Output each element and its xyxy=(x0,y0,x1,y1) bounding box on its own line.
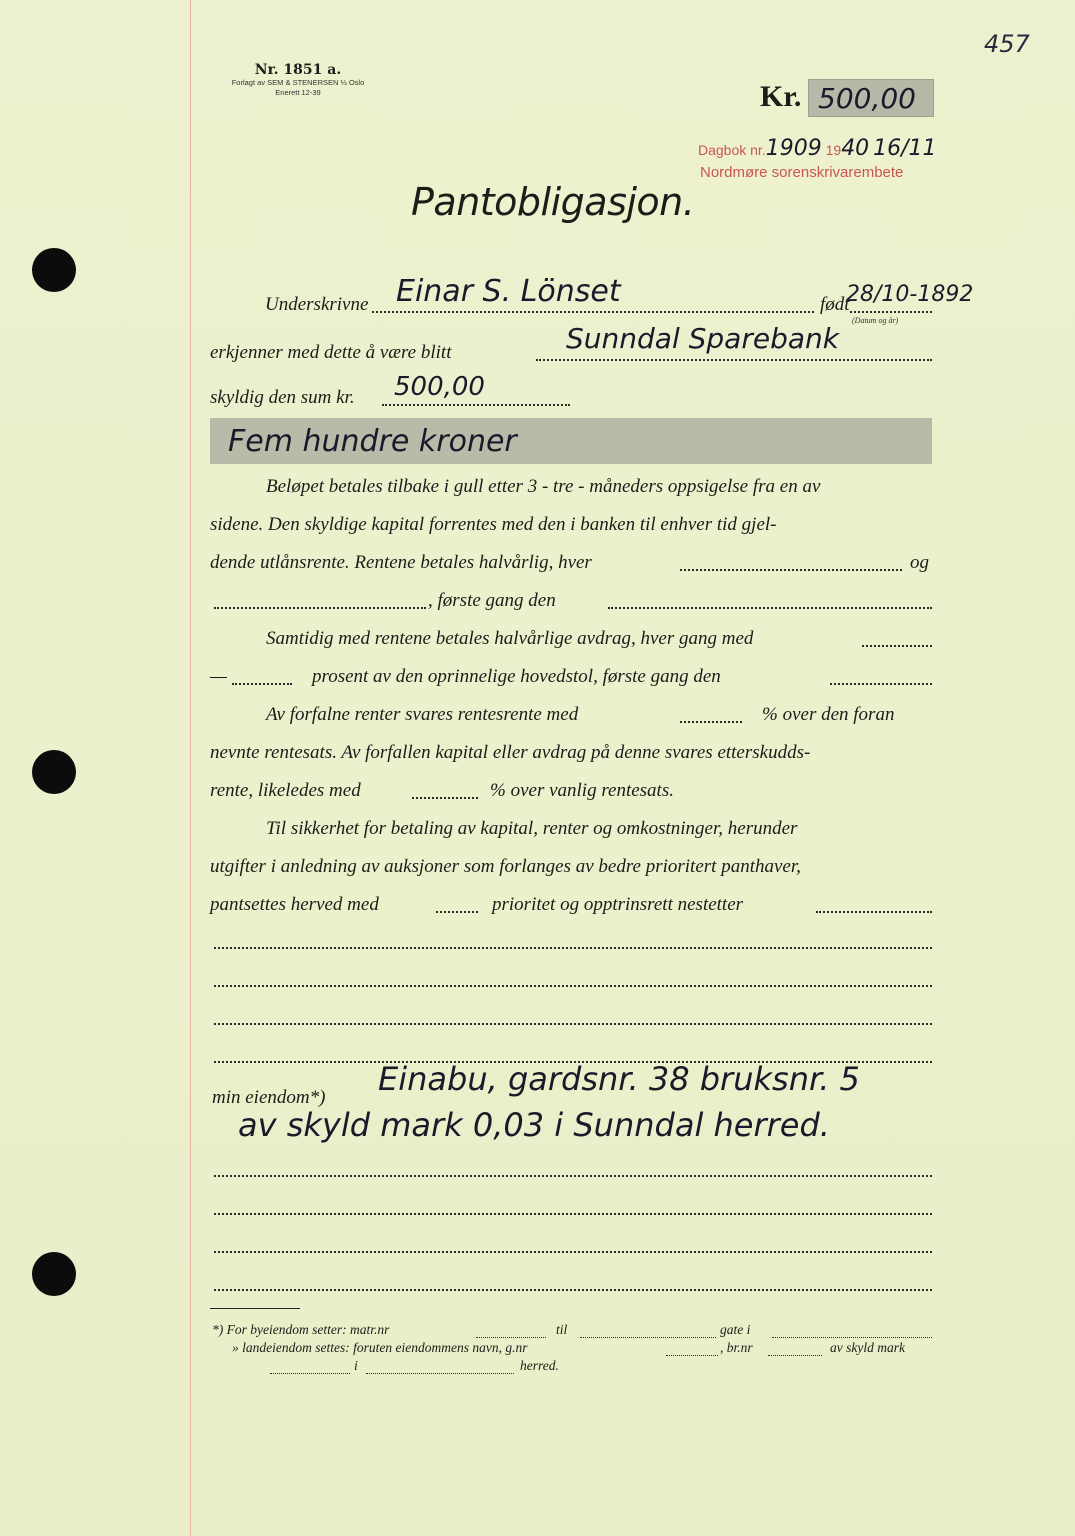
property-line: Einabu, gardsnr. 38 bruksnr. 5 xyxy=(378,1060,860,1098)
owing-label: skyldig den sum kr. xyxy=(210,387,355,408)
punch-hole xyxy=(32,248,76,292)
body-line: — xyxy=(210,666,227,687)
dotted-line xyxy=(214,1249,932,1253)
dotted-line xyxy=(476,1335,546,1338)
form-number: Nr. 1851 a. xyxy=(254,62,342,78)
body-line: sidene. Den skyldige kapital forrentes med den i banken til enhver tid gjel- xyxy=(210,514,777,535)
acknowledges-label: erkjenner med dette å være blitt xyxy=(210,342,452,363)
owing-value: 500,00 xyxy=(394,372,485,402)
born-hint: (Datum og år) xyxy=(852,316,899,325)
dotted-line xyxy=(608,605,932,609)
footnote-line: herred. xyxy=(520,1358,559,1373)
year-suffix: 40 xyxy=(841,136,870,161)
page-number: 457 xyxy=(984,30,1030,58)
body-line: og xyxy=(910,552,929,573)
year-prefix: 19 xyxy=(825,142,842,158)
dotted-line xyxy=(270,1371,350,1374)
undersigned-value: Einar S. Lönset xyxy=(396,274,621,309)
dotted-line xyxy=(536,357,932,361)
born-value: 28/10-1892 xyxy=(846,282,974,307)
body-line: % over den foran xyxy=(762,704,895,725)
dotted-line xyxy=(862,643,932,647)
dotted-line xyxy=(232,681,292,685)
dotted-line xyxy=(412,795,478,799)
publisher-line: Forlagt av SEM & STENERSEN ⅓ Oslo xyxy=(231,78,365,87)
body-line: pantsettes herved med xyxy=(210,894,379,915)
dotted-line xyxy=(372,309,814,313)
dotted-line xyxy=(214,983,932,987)
office-stamp: Nordmøre sorenskrivarembete xyxy=(700,164,904,181)
document-title: Pantobligasjon. xyxy=(411,180,695,224)
form-header xyxy=(208,62,388,98)
amount-value: 500,00 xyxy=(818,82,916,115)
body-line: prosent av den oprinnelige hovedstol, første gang den xyxy=(312,666,721,687)
dotted-line xyxy=(214,1211,932,1215)
body-line: % over vanlig rentesats. xyxy=(490,780,674,801)
body-line: Beløpet betales tilbake i gull etter 3 - tre - måneders oppsigelse fra en av xyxy=(266,476,821,497)
dotted-line xyxy=(772,1335,932,1338)
amount-label: Kr. xyxy=(760,80,802,113)
footnote-line: *) For byeiendom setter: matr.nr xyxy=(212,1322,390,1337)
property-label: min eiendom*) xyxy=(212,1087,326,1108)
dotted-line xyxy=(666,1353,718,1356)
footnote-line: , br.nr xyxy=(720,1340,753,1355)
dotted-line xyxy=(214,1173,932,1177)
sum-in-words: Fem hundre kroner xyxy=(228,424,517,459)
born-label: født xyxy=(820,294,850,315)
body-line: Samtidig med rentene betales halvårlige avdrag, hver gang med xyxy=(266,628,754,649)
dotted-line xyxy=(680,719,742,723)
dotted-line xyxy=(214,1287,932,1291)
dotted-line xyxy=(366,1371,514,1374)
footnote-line: til xyxy=(556,1322,568,1337)
body-line: dende utlånsrente. Rentene betales halvårlig, hver xyxy=(210,552,592,573)
property-line: av skyld mark 0,03 i Sunndal herred. xyxy=(238,1106,830,1144)
dotted-line xyxy=(382,402,570,406)
footnote-line: av skyld mark xyxy=(830,1340,905,1355)
undersigned-label: Underskrivne xyxy=(265,294,369,315)
publisher-line: Enerett 12-39 xyxy=(275,88,321,97)
dagbok-label: Dagbok nr. xyxy=(698,142,766,158)
dotted-line xyxy=(816,909,932,913)
body-line: nevnte rentesats. Av forfallen kapital eller avdrag på denne svares etterskudds- xyxy=(210,742,811,763)
red-margin-line xyxy=(190,0,191,1536)
dotted-line xyxy=(768,1353,822,1356)
body-line: rente, likeledes med xyxy=(210,780,361,801)
body-line: prioritet og opptrinsrett nestetter xyxy=(492,894,744,915)
registry-stamp xyxy=(698,136,936,161)
dotted-line xyxy=(830,681,932,685)
footnote-line: » landeiendom settes: foruten eiendommens navn, g.nr xyxy=(232,1340,528,1355)
stamp-date: 16/11 xyxy=(873,136,937,161)
punch-hole xyxy=(32,1252,76,1296)
body-line: , første gang den xyxy=(428,590,556,611)
body-line: Av forfalne renter svares rentesrente med xyxy=(266,704,579,725)
dotted-line xyxy=(214,945,932,949)
creditor-value: Sunndal Sparebank xyxy=(566,322,839,355)
dotted-line xyxy=(436,909,478,913)
punch-hole xyxy=(32,750,76,794)
footnote-rule xyxy=(210,1308,300,1309)
dotted-line xyxy=(850,309,932,313)
body-line: utgifter i anledning av auksjoner som forlanges av bedre prioritert panthaver, xyxy=(210,856,801,877)
footnote-line: gate i xyxy=(720,1322,751,1337)
dotted-line xyxy=(580,1335,716,1338)
dotted-line xyxy=(214,605,426,609)
dagbok-number: 1909 xyxy=(765,136,822,161)
dotted-line xyxy=(214,1021,932,1025)
dotted-line xyxy=(680,567,902,571)
footnote-line: i xyxy=(354,1358,358,1373)
body-line: Til sikkerhet for betaling av kapital, renter og omkostninger, herunder xyxy=(266,818,798,839)
